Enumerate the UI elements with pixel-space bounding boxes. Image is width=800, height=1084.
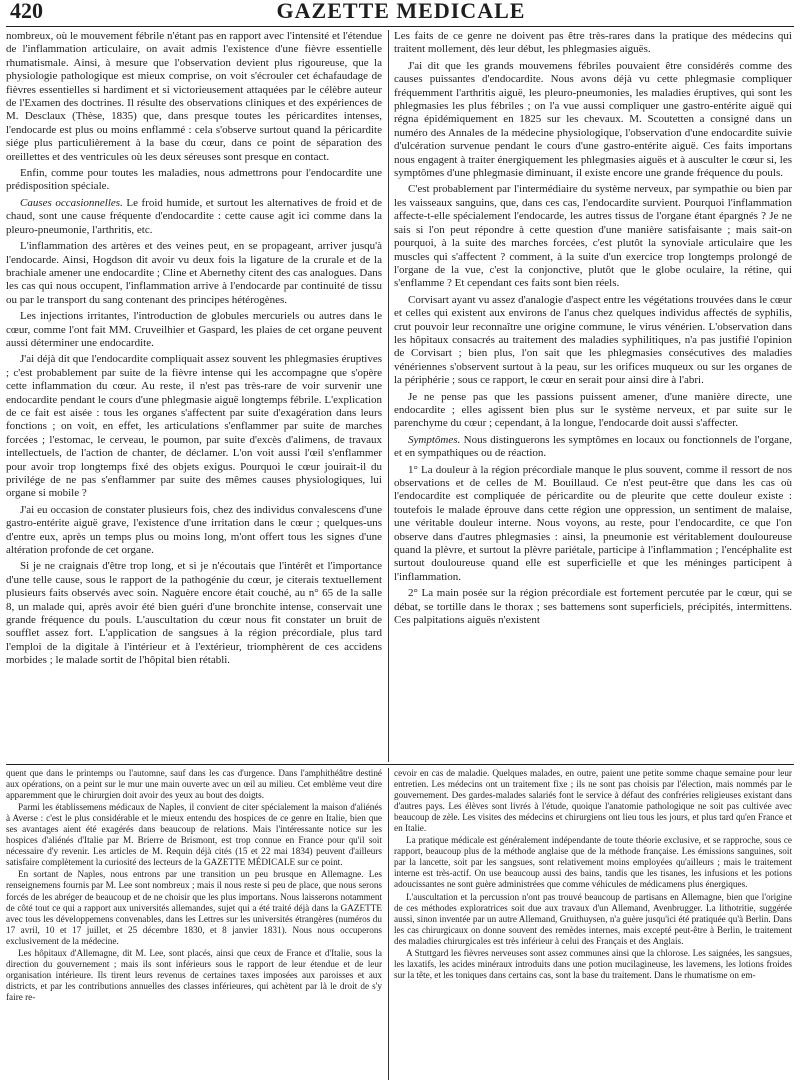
paragraph: L'inflammation des artères et des veines peut, en se propageant, arriver jusqu'à l'endocarde. Ainsi, Hogdson dit avoir vu deux fois la ligature de la crurale et de la brachiale amener une endocardite ; Cline et Abernethy citent des cas analogues. Dans les cas qui nous occupent, l'inflammation arrive à l'endocarde par continuité de tissu ou par le transport du sang contenant des principes hétérogènes. — [6, 240, 382, 306]
paragraph: J'ai eu occasion de constater plusieurs fois, chez des individus convalescens d'une gastro-entérite aiguë grave, l'existence d'une irritation dans le cœur ; quelques-uns d'entre eux, après un temps plus ou moins long, m'ont offert tous les signes d'une altération profonde de cet organe. — [6, 503, 382, 557]
paragraph: Si je ne craignais d'être trop long, et si je n'écoutais que l'intérêt et l'importance d'une telle cause, sous le rapport de la pathogénie du cœur, je citerais textuellement plusieurs faits observés avec soin. Naguère encore était couché, au n° 65 de la salle 8, un malade qui, après avoir été bien guéri d'une bronchite intense, conservait une grande fréquence du pouls. L'auscultation du cœur nous fit constater un bruit de soufflet assez fort. L'application de sangsues à la région précordiale, plus tard l'emploi de la digitale à l'intérieur et à l'extérieur, triomphèrent de ces accidens morbides ; le malade sortit de l'hôpital bien rétabli. — [6, 560, 382, 667]
paragraph: Causes occasionnelles. Le froid humide, et surtout les alternatives de froid et de chaud, sont une cause fréquente d'endocardite : cette cause agit ici comme dans la pleuro-pneumonie, l'arthritis, etc. — [6, 196, 383, 236]
footnote-paragraph: Parmi les établissemens médicaux de Naples, il convient de citer spécialement la maison d'aliénés à Averse : c'est le plus considérable et le mieux entendu des hospices de ce genre en Italie, bien que ses avantages aient été exagérés dans beaucoup de relations. Mais l'intéressante notice sur les hospices d'aliénés d'Italie par M. Brierre de Brismont, est trop connue en France pour qu'il soit nécessaire d'y revenir. Les articles de M. Requin déjà cités (15 et 22 mai 1834) peuvent d'ailleurs satisfaire complètement la curiosité des lecteurs de la GAZETTE MÉDICALE sur ce point. — [6, 802, 382, 868]
footnote-column-left — [6, 768, 382, 1004]
paragraph: Les faits de ce genre ne doivent pas être très-rares dans la pratique des médecins qui traitent mollement, dès leur début, les phlegmasies aiguës. — [394, 30, 792, 56]
page-number: 420 — [10, 0, 43, 23]
header-rule — [6, 26, 794, 27]
footnote-paragraph: quent que dans le printemps ou l'automne, sauf dans les cas d'urgence. Dans l'amphithéâtre destiné aux opérations, on a peint sur le mur une main ouverte avec un œil au milieu. Cet emblème veut dire apparemment que le chirurgien doit avoir des yeux au bout des doigts. — [6, 768, 382, 801]
footnote-paragraph: cevoir en cas de maladie. Quelques malades, en outre, paient une petite somme chaque semaine pour leur entretien. Les médecins ont un traitement fixe ; ils ne sont pas choisis par l'élection, mais nommés par le gouvernement. Des gardes-malades salariés font le service à défaut des confréries religieuses existant dans d'autres pays. Les élèves sont livrés à l'étude, quoique l'anatomie pathologique ne soit pas cultivée avec beaucoup de zèle. Les visites des médecins et chirurgiens ont lieu tous les jours, et plus tard qu'en France et en Italie. — [394, 768, 792, 834]
footnote-paragraph: A Stuttgard les fièvres nerveuses sont assez communes ainsi que la chlorose. Les saignées, les sangsues, les laxatifs, les acides minéraux introduits dans une potion mucilagineuse, les lavemens, les lotions froides sur la tête, et les toniques dans certains cas, sont la base du traitement. Dans le rhumatisme on em- — [394, 947, 792, 980]
footnote-paragraph: En sortant de Naples, nous entrons par une transition un peu brusque en Allemagne. Les renseignemens fournis par M. Lee sont nombreux ; mais il nous reste si peu de place, que nous serons forcés de les abréger de beaucoup et de ne choisir que les plus importans. Nous laisserons notamment de côté tout ce qui a rapport aux universités allemandes, sujet qui a été traité déjà dans la GAZETTE avec tous les développemens convenables, dans les Lettres sur les universités étrangères (numéros du 17 avril, 10 et 17 juillet, et 25 décembre 1830, et 8 janvier 1831). Nous nous occuperons exclusivement de la médecine. — [6, 869, 382, 946]
footnote-paragraph: La pratique médicale est généralement indépendante de toute théorie exclusive, et se rapproche, sous ce rapport, beaucoup plus de la méthode anglaise que de la méthode française. Les émissions sanguines, soit par la lancette, soit par les sangsues, sont relativement moins employées qu'ailleurs ; mais le traitement interne est très-actif. On use beaucoup aussi des bains, tandis que les tisanes, les infusions et les potions adoucissantes ne sont guère administrées que comme véhicules de médicamens plus énergiques. — [394, 835, 792, 890]
section-heading-symptoms: Symptômes. — [408, 433, 461, 446]
paragraph: 2° La main posée sur la région précordiale est fortement percutée par le cœur, qui se débat, se tortille dans le thorax ; ses battemens sont superficiels, précipités, intermittens. Ces palpitations aiguës n'existent — [394, 587, 792, 627]
footnote-rule — [6, 764, 794, 765]
page-header — [6, 0, 796, 22]
paragraph: Je ne pense pas que les passions puissent amener, d'une manière directe, une endocardite ; elles agissent bien plus sur le système nerveux, et par suite sur le parenchyme du cœur ; cependant, à la longue, l'endocarde doit aussi s'affecter. — [394, 390, 792, 430]
footnote-paragraph: Les hôpitaux d'Allemagne, dit M. Lee, sont placés, ainsi que ceux de France et d'Italie, sous la direction du gouvernement ; mais ils sont inférieurs sous le rapport de leur étendue et de leur organisation intérieure. Ils tirent leurs revenus de certaines taxes imposées aux paroisses et aux districts, et par les contributions annuelles des classes inférieures, qui achètent par là le droit de s'y faire re- — [6, 947, 382, 1002]
section-heading-causes: Causes occasionnelles. — [20, 196, 123, 209]
paragraph: nombreux, où le mouvement fébrile n'étant pas en rapport avec l'intensité et l'étendue de l'inflammation articulaire, on avait admis l'existence d'une fièvre essentielle rhumatismale. Ainsi, à mesure que l'observation devient plus rigoureuse, que la physiologie pathologique est mieux comprise, on voit s'écrouler cet échafaudage de fièvres essentielles si hardiment et si victorieusement attaquées par le célèbre auteur de l'Examen des doctrines. Il résulte des observations cliniques et des expériences de M. Desclaux (Thèse, 1835) que, dans presque toutes les péricardites intenses, l'endocarde est plus ou moins enflammé : cela s'observe surtout quand la péricardite siége plus particulièrement à la base du cœur, dans ce point de séparation des oreillettes et des ventricules où les deux séreuses sont presque en contact. — [6, 30, 382, 163]
footnote-column-right — [394, 768, 792, 982]
footnote-paragraph: L'auscultation et la percussion n'ont pas trouvé beaucoup de partisans en Allemagne, bien que l'origine de ces méthodes exploratrices soit due aux travaux d'un Allemand, Avenbrugger. La lithotritie, suggérée aussi, sinon inventée par un autre Allemand, Gruithuysen, n'a guère jusqu'ici été pratiquée qu'à Berlin. Dans les cas chirurgicaux on donne souvent des remèdes internes, mais excepté peut-être à Berlin, le traitement des maladies chirurgicales est très inférieur à celui des Français et des Anglais. — [394, 891, 792, 946]
paragraph: Symptômes. Nous distinguerons les symptômes en locaux ou fonctionnels de l'organe, et en sympathiques ou de réaction. — [394, 433, 793, 460]
main-column-left — [6, 30, 382, 671]
paragraph: Enfin, comme pour toutes les maladies, nous admettrons pour l'endocardite une prédisposition spéciale. — [6, 167, 382, 193]
footnote-column-divider — [388, 768, 389, 1080]
paragraph: Les injections irritantes, l'introduction de globules mercuriels ou autres dans le cœur, comme l'ont fait MM. Cruveilhier et Gaspard, les plaies de cet organe peuvent aussi déterminer une endocardite. — [6, 310, 382, 349]
paragraph: J'ai dit que les grands mouvemens fébriles pouvaient être considérés comme des causes puissantes d'endocardite. Nous avons déjà vu cette phlegmasie compliquer fréquemment l'arthritis aiguë, les pleuro-pneumonies, les maladies éruptives, qui sont les phlegmasies les plus fébriles ; on l'a vue aussi compliquer une gastro-entérite aiguë qui régna épidémiquement en 1825 sur les chevaux. M. Scoutetten a consigné dans un numéro des Annales de la médecine physiologique, l'observation d'une endocardite suivie d'ulcération survenue pendant le cours d'une gastro-entérite aiguë. Ces faits importans nous engagent à traiter énergiquement les phlegmasies aiguës et à ausculter le cœur si, les symptômes d'une phlegmasie diminuant, il existe encore une grande fréquence du pouls. — [394, 59, 792, 180]
journal-title: GAZETTE MEDICALE — [276, 0, 526, 23]
main-column-right — [394, 30, 792, 630]
column-divider — [388, 30, 389, 762]
paragraph: J'ai déjà dit que l'endocardite compliquait assez souvent les phlegmasies éruptives ; c'est probablement par suite de la fièvre intense qui les accompagne que s'opère cette inflammation du cœur. Au reste, il n'est pas très-rare de voir survenir une endocardite pendant le cours d'une phlegmasie aiguë longtemps fébrile. L'explication de ce fait est aisée : tous les organes s'affectent par suite d'exagération dans leurs fonctions ; on voit, en effet, les articulations s'enflammer par suite de marches forcées ; l'estomac, le cerveau, le poumon, par suite d'excès d'alimens, de travaux intellectuels, de l'action de chanter, de déclamer. L'on voit aussi l'œil s'enflammer pour avoir trop longtemps fixé des objets exigus. Pourquoi le cœur jouirait-il du privilége de ne pas s'enflammer par suite des mêmes causes physiologiques, lui organe si mobile ? — [6, 353, 382, 500]
paragraph: C'est probablement par l'intermédiaire du système nerveux, par sympathie ou bien par les vaisseaux sanguins, que, dans ces cas, l'endocardite survient. Pourquoi l'inflammation affecte-t-elle spécialement l'endocarde, les autres tissus de l'organe étant épargnés ? Je ne sais si l'on peut répondre à cette question d'une manière satisfaisante ; mais sait-on pourquoi, à la suite des marches forcées, c'est plutôt la synoviale articulaire que les muscles qui s'affectent ? comment, à la suite d'un exercice trop longtemps prolongé de l'organe de la vue, c'est la conjonctive, plutôt que le globe oculaire, la rétine, qui s'enflamme ? Et cependant ces faits sont bien réels. — [394, 183, 792, 290]
paragraph: 1° La douleur à la région précordiale manque le plus souvent, comme il ressort de nos observations et de celles de M. Bouillaud. Ce n'est peut-être que dans les cas où l'endocardite est compliquée de péricardite ou de pleurite que cette douleur existe : toutefois le malade éprouve dans cette région une oppression, un sentiment de malaise, une véritable douleur interne. Nous voyons, au reste, pour l'endocardite, ce que l'on observe dans d'autres phlegmasies : ainsi, la pneumonie est véritablement douloureuse quand la plèvre, et surtout la plèvre pariétale, participe à l'inflammation ; l'encéphalite est surtout douloureuse quand elle est superficielle et que les méninges participent à l'inflammation. — [394, 463, 792, 583]
paragraph: Corvisart ayant vu assez d'analogie d'aspect entre les végétations trouvées dans le cœur et celles qui existent aux environs de l'anus chez quelques individus affectés de syphilis, crut pouvoir leur reconnaître une origine commune, le virus vénérien. L'observation dans les hôpitaux consacrés au traitement des maladies syphilitiques, n'a pas justifié l'opinion de Corvisart ; bien plus, l'on sait que les phlegmasies consécutives des maladies vénériennes s'observent surtout à la peau, sur les orifices muqueux ou sur les organes de la périphérie ; sous ce rapport, le cœur en serait pour ainsi dire à l'abri. — [394, 293, 792, 387]
